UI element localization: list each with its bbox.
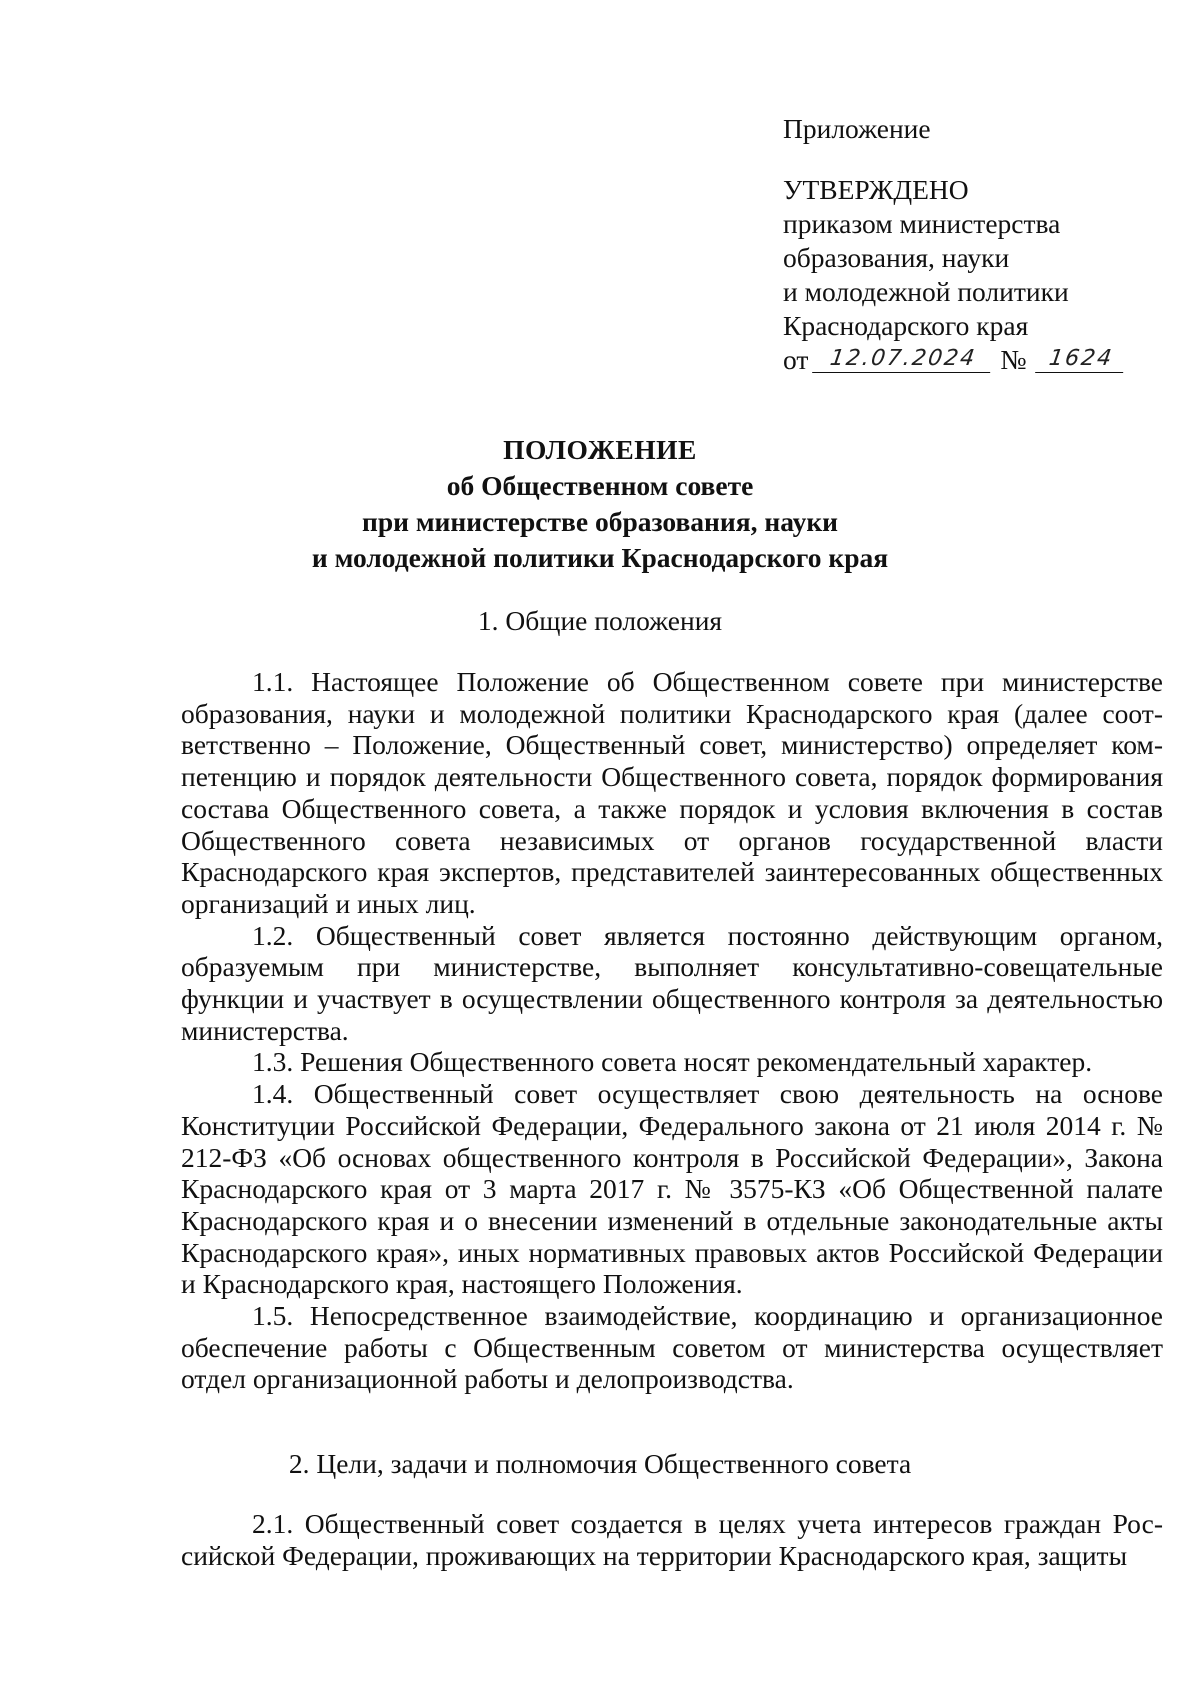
title-line: ПОЛОЖЕНИЕ xyxy=(503,434,697,465)
order-number-sign: № xyxy=(1000,344,1027,375)
title-line: об Общественном совете xyxy=(446,470,754,501)
order-date-handwritten: 12.07.2024 xyxy=(813,346,995,373)
approval-line: и молодежной политики xyxy=(783,276,1069,307)
order-prefix: от xyxy=(783,344,809,375)
paragraph: 1.3. Решения Общественного совета носят рекомендательный характер. xyxy=(252,1046,1093,1078)
order-number-handwritten: 1624 xyxy=(1035,346,1127,373)
order-reference xyxy=(783,343,1163,377)
approval-block xyxy=(783,112,1163,377)
paragraph: 1.4. Общественный совет осуществляет свою деятельность на основе Конституции Российской Федерации, Федерального закона от 21 июля 2014 г. № 212-ФЗ «Об основах общественного контроля в Российской Федерации», Закона Краснодарского края от 3 марта 2017 г. № 3575-КЗ «Об Общественной палате Краснодарского края и о внесении изменений в отдельные законодательные акты Краснодарского края», иных нормативных правовых актов Российской Федерации и Краснодарского края, настоящего Положения. xyxy=(181,1078,1163,1300)
section-body xyxy=(181,666,1163,1395)
section-body xyxy=(181,1508,1163,1571)
title-line: при министерстве образования, науки xyxy=(361,506,839,537)
title-line: и молодежной политики Краснодарского края xyxy=(311,542,889,573)
approval-line: образования, науки xyxy=(783,242,1010,273)
paragraph: 1.1. Настоящее Положение об Общественном совете при министерстве образования, науки и молодежной политики Краснодарского края (далее соответственно – Положение, Общественный совет, министерство) определяет компетенцию и порядок деятельности Общественного совета, порядок формирования состава Общественного совета, а также порядок и условия включения в состав Общественного совета независимых от органов государственной власти Краснодарского края экспертов, представителей заинтересованных общественных организаций и иных лиц. xyxy=(181,666,1163,919)
section-heading: 2. Цели, задачи и полномочия Общественного совета xyxy=(288,1448,912,1479)
approved-label: УТВЕРЖДЕНО xyxy=(783,174,969,205)
paragraph: 1.2. Общественный совет является постоянно действующим органом, образуемым при министерстве, выполняет консультативно-совещательные функции и участвует в осуществлении общественного контроля за деятельностью министерства. xyxy=(181,919,1163,1046)
appendix-label: Приложение xyxy=(783,113,931,144)
approval-line: приказом министерства xyxy=(783,208,1061,239)
paragraph: 2.1. Общественный совет создается в целях учета интересов граждан Российской Федерации, проживающих на территории Краснодарского края, защиты xyxy=(181,1508,1163,1571)
document-title xyxy=(0,432,1200,576)
paragraph: 1.5. Непосредственное взаимодействие, координацию и организационное обеспечение работы с Общественным советом от министерства осуществляет отдел организационной работы и делопроизводства. xyxy=(181,1300,1163,1395)
approval-line: Краснодарского края xyxy=(783,310,1029,341)
section-heading: 1. Общие положения xyxy=(477,605,723,636)
